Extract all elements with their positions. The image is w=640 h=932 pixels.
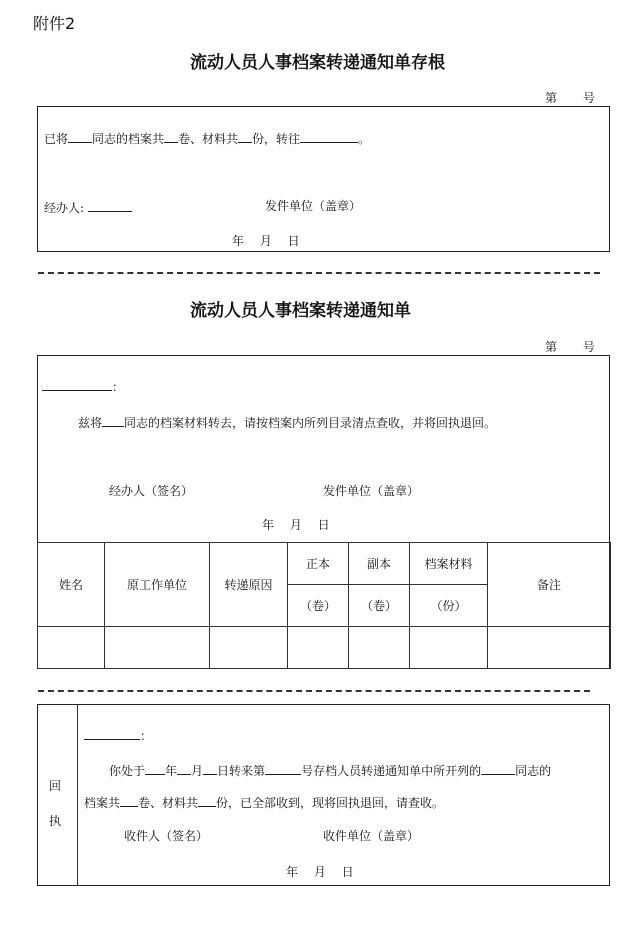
cell-remarks[interactable] — [488, 627, 611, 669]
stub-number-label: 第 号 — [545, 91, 595, 105]
receipt-pieces-blank[interactable] — [198, 796, 216, 807]
stub-volumes-blank[interactable] — [164, 132, 178, 143]
col-duplicate-copies: 副本 — [349, 543, 410, 585]
receipt-side-char-2: 执 — [49, 814, 62, 828]
stub-transfer-line: 已将 同志的档案共 卷、材料共 份，转往 。 — [44, 132, 371, 146]
receipt-receiver-unit: 收件单位（盖章） — [323, 829, 420, 843]
notice-addressee-blank[interactable] — [42, 380, 112, 391]
notice-number-label: 第 号 — [545, 340, 595, 354]
receipt-volumes-blank[interactable] — [120, 796, 138, 807]
stub-destination-blank[interactable] — [300, 132, 358, 143]
stub-sender-unit: 发件单位（盖章） — [265, 199, 362, 213]
receipt-name-blank[interactable] — [481, 764, 515, 775]
col-original-copies: 正本 — [288, 543, 349, 585]
stub-title: 流动人员人事档案转递通知单存根 — [190, 53, 445, 73]
cell-duplicate-count[interactable] — [349, 627, 410, 669]
cell-materials-count[interactable] — [410, 627, 488, 669]
receipt-receiver: 收件人（签名） — [124, 829, 209, 843]
col-archive-materials: 档案材料 — [410, 543, 488, 585]
cell-original-unit[interactable] — [105, 627, 210, 669]
col-transfer-reason: 转递原因 — [210, 543, 288, 627]
receipt-divider — [77, 704, 78, 886]
receipt-line-1: 你处于 年 月 日转来第 号存档人员转递通知单中所开列的 同志的 — [109, 764, 552, 778]
notice-table — [37, 542, 611, 669]
col-name: 姓名 — [38, 543, 105, 627]
attachment-label: 附件2 — [33, 14, 76, 33]
table-row — [38, 627, 611, 669]
notice-addressee: ： — [42, 378, 124, 395]
stub-box — [37, 106, 610, 252]
cut-line — [38, 690, 590, 692]
notice-title: 流动人员人事档案转递通知单 — [190, 301, 411, 321]
col-original-unit-volumes: （卷） — [288, 585, 349, 627]
receipt-addressee: ： — [84, 727, 152, 744]
receipt-addressee-blank[interactable] — [84, 729, 140, 740]
col-duplicate-unit-volumes: （卷） — [349, 585, 410, 627]
notice-sender-unit: 发件单位（盖章） — [323, 484, 420, 498]
receipt-number-blank[interactable] — [265, 764, 301, 775]
receipt-month-blank[interactable] — [177, 764, 191, 775]
col-original-unit: 原工作单位 — [105, 543, 210, 627]
cell-original-count[interactable] — [288, 627, 349, 669]
receipt-date: 年 月 日 — [286, 865, 354, 879]
col-remarks: 备注 — [488, 543, 611, 627]
cell-transfer-reason[interactable] — [210, 627, 288, 669]
col-materials-unit-pieces: （份） — [410, 585, 488, 627]
cell-name[interactable] — [38, 627, 105, 669]
receipt-side-char-1: 回 — [49, 779, 62, 793]
receipt-year-blank[interactable] — [145, 764, 165, 775]
notice-transfer-line: 兹将 同志的档案材料转去，请按档案内所列目录清点查收，并将回执退回。 — [78, 416, 497, 430]
receipt-day-blank[interactable] — [203, 764, 217, 775]
stub-pieces-blank[interactable] — [238, 132, 252, 143]
stub-name-blank[interactable] — [68, 132, 92, 143]
stub-handler-blank[interactable] — [88, 201, 132, 212]
stub-handler: 经办人: — [44, 199, 132, 216]
stub-date: 年 月 日 — [232, 234, 300, 248]
notice-handler: 经办人（签名） — [109, 484, 194, 498]
notice-date: 年 月 日 — [262, 518, 330, 532]
receipt-line-2: 档案共 卷、材料共 份，已全部收到，现将回执退回，请查收。 — [84, 796, 445, 810]
cut-line — [38, 272, 600, 274]
notice-name-blank[interactable] — [102, 416, 124, 427]
